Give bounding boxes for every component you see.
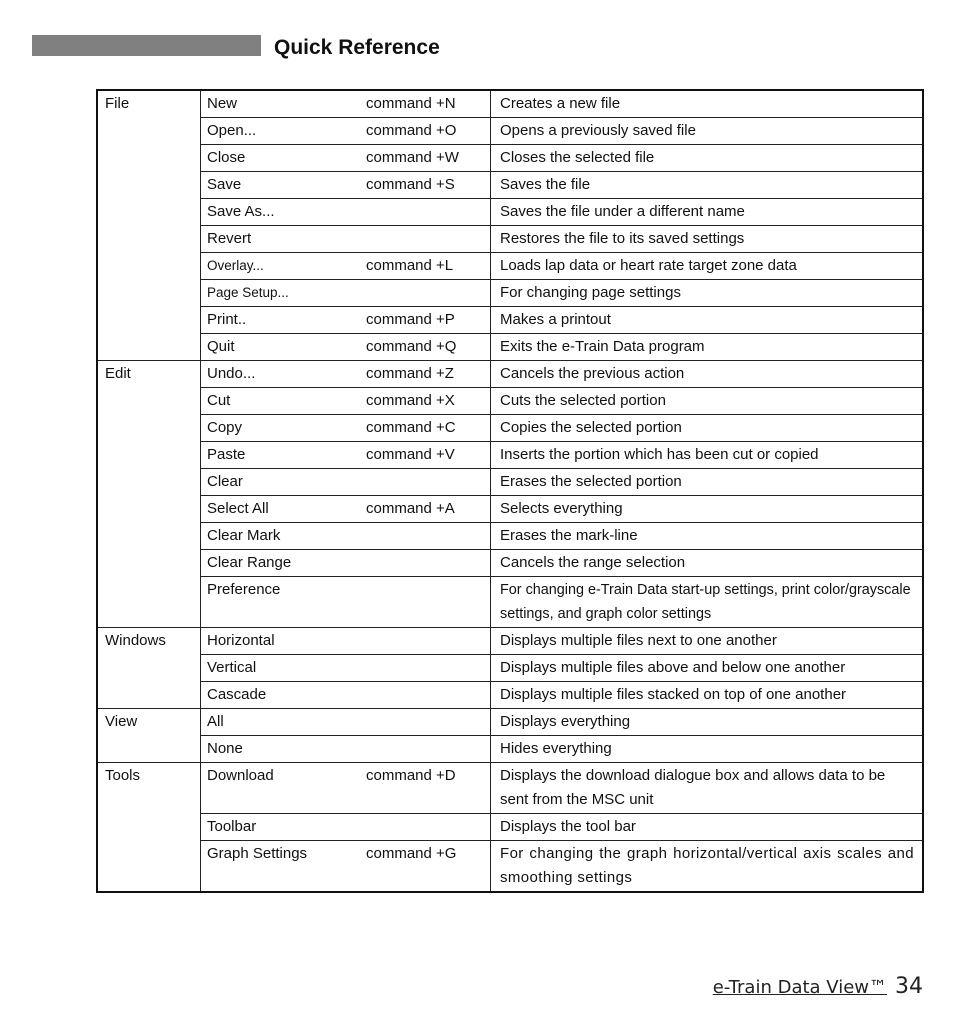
command-wrapper — [207, 173, 484, 197]
command-wrapper — [207, 254, 484, 278]
command-description: Saves the file — [500, 176, 591, 193]
quick-reference-table — [96, 89, 924, 893]
command-description: For changing page settings — [500, 284, 681, 301]
command-name: Print.. — [207, 311, 247, 328]
table-row — [97, 118, 923, 145]
table-row — [97, 814, 923, 841]
command-description: Displays multiple files next to one another — [500, 632, 777, 649]
command-description: For changing the graph horizontal/vertical axis scales and smoothing settings — [500, 845, 914, 886]
command-wrapper — [207, 281, 484, 305]
command-wrapper — [207, 389, 484, 413]
command-cell — [201, 682, 491, 709]
command-cell — [201, 814, 491, 841]
command-description: Cancels the range selection — [500, 554, 686, 571]
keyboard-shortcut: command +Z — [366, 365, 454, 382]
command-cell — [201, 172, 491, 199]
command-description-cell — [491, 628, 924, 655]
table-row — [97, 226, 923, 253]
command-wrapper — [207, 362, 484, 386]
command-wrapper — [207, 842, 484, 866]
command-cell — [201, 307, 491, 334]
command-cell — [201, 118, 491, 145]
command-cell — [201, 388, 491, 415]
command-description: Cancels the previous action — [500, 365, 685, 382]
command-description-cell — [491, 253, 924, 280]
table-row — [97, 682, 923, 709]
command-description-cell — [491, 307, 924, 334]
command-cell — [201, 334, 491, 361]
table-row — [97, 415, 923, 442]
command-name: New — [207, 95, 238, 112]
command-description-cell — [491, 280, 924, 307]
command-description: Exits the e-Train Data program — [500, 338, 705, 355]
command-name: Page Setup... — [207, 285, 289, 300]
command-name: Save — [207, 176, 242, 193]
table-row — [97, 253, 923, 280]
command-description-cell — [491, 118, 924, 145]
table-row — [97, 628, 923, 655]
page-number: 34 — [895, 974, 923, 999]
table-row — [97, 655, 923, 682]
command-description: Makes a printout — [500, 311, 611, 328]
command-description-cell — [491, 523, 924, 550]
command-cell — [201, 709, 491, 736]
table-row — [97, 709, 923, 736]
command-wrapper — [207, 710, 484, 734]
command-cell — [201, 442, 491, 469]
command-description: Closes the selected file — [500, 149, 655, 166]
command-wrapper — [207, 200, 484, 224]
command-description: Inserts the portion which has been cut or copied — [500, 446, 819, 463]
command-description-cell — [491, 199, 924, 226]
command-cell — [201, 655, 491, 682]
keyboard-shortcut: command +C — [366, 419, 456, 436]
menu-category: Tools — [97, 763, 201, 893]
command-description: Copies the selected portion — [500, 419, 682, 436]
command-description-cell — [491, 550, 924, 577]
table-row — [97, 388, 923, 415]
table-row — [97, 90, 923, 118]
command-name: Open... — [207, 122, 257, 139]
command-description: Displays the download dialogue box and allows data to be sent from the MSC unit — [500, 767, 886, 808]
command-description: Creates a new file — [500, 95, 621, 112]
command-description-cell — [491, 814, 924, 841]
command-description: Loads lap data or heart rate target zone data — [500, 257, 797, 274]
command-cell — [201, 763, 491, 814]
keyboard-shortcut: command +S — [366, 176, 455, 193]
keyboard-shortcut: command +Q — [366, 338, 457, 355]
footer-brand: e-Train Data View™ — [712, 977, 887, 998]
command-name: Download — [207, 767, 274, 784]
keyboard-shortcut: command +N — [366, 95, 456, 112]
command-description-cell — [491, 736, 924, 763]
command-description: Displays multiple files stacked on top of one another — [500, 686, 847, 703]
table-row — [97, 523, 923, 550]
command-cell — [201, 469, 491, 496]
command-wrapper — [207, 443, 484, 467]
command-cell — [201, 496, 491, 523]
command-wrapper — [207, 683, 484, 707]
command-description-cell — [491, 90, 924, 118]
table-row — [97, 841, 923, 893]
keyboard-shortcut: command +L — [366, 257, 454, 274]
table-row — [97, 577, 923, 628]
table-row — [97, 199, 923, 226]
keyboard-shortcut: command +A — [366, 500, 455, 517]
command-cell — [201, 523, 491, 550]
keyboard-shortcut: command +P — [366, 311, 455, 328]
command-name: Preference — [207, 581, 281, 598]
command-cell — [201, 841, 491, 893]
menu-category: Windows — [97, 628, 201, 709]
command-wrapper — [207, 629, 484, 653]
page-footer — [713, 974, 923, 999]
command-description-cell — [491, 841, 924, 893]
command-description: Displays everything — [500, 713, 631, 730]
table-row — [97, 550, 923, 577]
command-name: Copy — [207, 419, 243, 436]
command-description-cell — [491, 763, 924, 814]
command-description-cell — [491, 655, 924, 682]
command-name: Paste — [207, 446, 246, 463]
command-cell — [201, 90, 491, 118]
command-name: Horizontal — [207, 632, 275, 649]
command-description-cell — [491, 577, 924, 628]
menu-category: View — [97, 709, 201, 763]
command-cell — [201, 145, 491, 172]
command-description: Opens a previously saved file — [500, 122, 696, 139]
command-name: Cut — [207, 392, 231, 409]
command-name: None — [207, 740, 243, 757]
command-name: Overlay... — [207, 258, 264, 273]
command-description-cell — [491, 442, 924, 469]
command-description: Hides everything — [500, 740, 612, 757]
table-row — [97, 145, 923, 172]
command-description-cell — [491, 361, 924, 388]
command-cell — [201, 361, 491, 388]
table-row — [97, 172, 923, 199]
command-description: Displays the tool bar — [500, 818, 636, 835]
command-description-cell — [491, 334, 924, 361]
table-row — [97, 334, 923, 361]
command-name: Clear — [207, 473, 243, 490]
menu-category: File — [97, 90, 201, 361]
command-cell — [201, 253, 491, 280]
command-wrapper — [207, 227, 484, 251]
command-description-cell — [491, 469, 924, 496]
command-wrapper — [207, 815, 484, 839]
title-decoration-bar — [32, 35, 261, 56]
command-wrapper — [207, 578, 484, 602]
command-name: Quit — [207, 338, 235, 355]
command-wrapper — [207, 551, 484, 575]
command-description: Cuts the selected portion — [500, 392, 666, 409]
table-row — [97, 307, 923, 334]
command-wrapper — [207, 308, 484, 332]
keyboard-shortcut: command +W — [366, 149, 459, 166]
command-cell — [201, 550, 491, 577]
command-name: Close — [207, 149, 246, 166]
keyboard-shortcut: command +X — [366, 392, 455, 409]
command-cell — [201, 628, 491, 655]
command-description: Selects everything — [500, 500, 623, 517]
command-description-cell — [491, 145, 924, 172]
command-cell — [201, 577, 491, 628]
command-name: All — [207, 713, 224, 730]
command-wrapper — [207, 497, 484, 521]
command-name: Clear Range — [207, 554, 292, 571]
command-cell — [201, 199, 491, 226]
command-wrapper — [207, 524, 484, 548]
command-name: Save As... — [207, 203, 275, 220]
command-wrapper — [207, 737, 484, 761]
command-description-cell — [491, 226, 924, 253]
command-description: Displays multiple files above and below one another — [500, 659, 846, 676]
command-description: For changing e-Train Data start-up settings, print color/grayscale settings, and graph color settings — [500, 582, 911, 622]
command-description: Erases the mark-line — [500, 527, 638, 544]
command-description-cell — [491, 496, 924, 523]
command-description-cell — [491, 388, 924, 415]
table-row — [97, 763, 923, 814]
command-wrapper — [207, 656, 484, 680]
command-cell — [201, 226, 491, 253]
command-name: Cascade — [207, 686, 267, 703]
command-description-cell — [491, 709, 924, 736]
command-name: Clear Mark — [207, 527, 281, 544]
command-name: Undo... — [207, 365, 256, 382]
command-name: Select All — [207, 500, 269, 517]
command-cell — [201, 736, 491, 763]
command-description: Saves the file under a different name — [500, 203, 745, 220]
command-wrapper — [207, 92, 484, 116]
page-title: Quick Reference — [274, 36, 440, 59]
command-description-cell — [491, 682, 924, 709]
command-name: Toolbar — [207, 818, 257, 835]
command-wrapper — [207, 335, 484, 359]
table-row — [97, 442, 923, 469]
table-row — [97, 280, 923, 307]
command-wrapper — [207, 764, 484, 788]
command-wrapper — [207, 470, 484, 494]
keyboard-shortcut: command +O — [366, 122, 457, 139]
command-wrapper — [207, 416, 484, 440]
menu-category: Edit — [97, 361, 201, 628]
command-wrapper — [207, 119, 484, 143]
command-name: Graph Settings — [207, 845, 308, 862]
command-description: Restores the file to its saved settings — [500, 230, 745, 247]
command-description: Erases the selected portion — [500, 473, 682, 490]
command-description-cell — [491, 415, 924, 442]
command-name: Vertical — [207, 659, 257, 676]
quick-reference-table-body — [97, 90, 923, 892]
command-name: Revert — [207, 230, 252, 247]
table-row — [97, 469, 923, 496]
table-row — [97, 361, 923, 388]
keyboard-shortcut: command +G — [366, 845, 457, 862]
table-row — [97, 736, 923, 763]
command-cell — [201, 280, 491, 307]
table-row — [97, 496, 923, 523]
command-wrapper — [207, 146, 484, 170]
command-cell — [201, 415, 491, 442]
keyboard-shortcut: command +V — [366, 446, 455, 463]
keyboard-shortcut: command +D — [366, 767, 456, 784]
command-description-cell — [491, 172, 924, 199]
